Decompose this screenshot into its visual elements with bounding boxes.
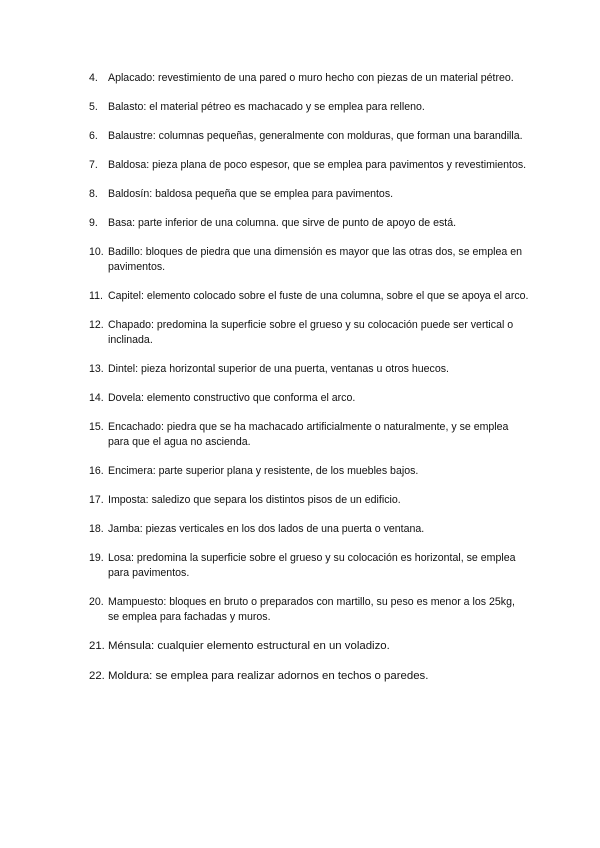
item-number: 6. <box>89 130 98 142</box>
item-text: Losa: predomina la superficie sobre el grueso y su colocación es horizontal, se emplea para pavimentos. <box>108 552 516 579</box>
item-number: 17. <box>89 494 104 506</box>
list-item <box>89 129 529 144</box>
list-item <box>89 464 529 479</box>
item-text: Imposta: saledizo que separa los distintos pisos de un edificio. <box>108 494 401 506</box>
list-item <box>89 187 529 202</box>
item-number: 21. <box>89 640 105 652</box>
item-number: 14. <box>89 392 104 404</box>
item-text: Basa: parte inferior de una columna. que sirve de punto de apoyo de está. <box>108 217 457 229</box>
list-item <box>89 420 529 450</box>
list-item <box>89 551 529 581</box>
item-text: Dovela: elemento constructivo que conforma el arco. <box>108 392 356 404</box>
item-text: Capitel: elemento colocado sobre el fuste de una columna, sobre el que se apoya el arco. <box>108 290 529 302</box>
item-number: 15. <box>89 421 104 433</box>
item-text: Baldosín: baldosa pequeña que se emplea para pavimentos. <box>108 188 394 200</box>
item-text: Chapado: predomina la superficie sobre el grueso y su colocación puede ser vertical o inclinada. <box>108 319 514 346</box>
list-item <box>89 522 529 537</box>
item-text: Encachado: piedra que se ha machacado artificialmente o naturalmente, y se emplea para que el agua no ascienda. <box>108 421 509 448</box>
list-item <box>89 391 529 406</box>
item-text: Aplacado: revestimiento de una pared o muro hecho con piezas de un material pétreo. <box>108 72 514 84</box>
item-number: 19. <box>89 552 104 564</box>
item-text: Mampuesto: bloques en bruto o preparados con martillo, su peso es menor a los 25kg, se emplea para fachadas y muros. <box>108 596 515 623</box>
item-text: Moldura: se emplea para realizar adornos en techos o paredes. <box>108 670 429 682</box>
item-number: 11. <box>89 290 103 302</box>
list-item <box>89 362 529 377</box>
list-item <box>89 216 529 231</box>
item-number: 10. <box>89 246 104 258</box>
item-number: 4. <box>89 72 98 84</box>
list-item <box>89 100 529 115</box>
item-text: Encimera: parte superior plana y resistente, de los muebles bajos. <box>108 465 419 477</box>
item-number: 16. <box>89 465 104 477</box>
list-item <box>89 245 529 275</box>
item-text: Badillo: bloques de piedra que una dimensión es mayor que las otras dos, se emplea en pavimentos. <box>108 246 523 273</box>
list-item <box>89 71 529 86</box>
item-number: 7. <box>89 159 98 171</box>
item-number: 20. <box>89 596 104 608</box>
list-item <box>89 668 529 684</box>
definition-list <box>89 71 529 684</box>
item-text: Balaustre: columnas pequeñas, generalmente con molduras, que forman una barandilla. <box>108 130 523 142</box>
item-number: 22. <box>89 670 105 682</box>
item-number: 9. <box>89 217 98 229</box>
item-text: Ménsula: cualquier elemento estructural en un voladizo. <box>108 640 390 652</box>
item-number: 12. <box>89 319 104 331</box>
item-text: Baldosa: pieza plana de poco espesor, que se emplea para pavimentos y revestimientos. <box>108 159 527 171</box>
item-text: Dintel: pieza horizontal superior de una puerta, ventanas u otros huecos. <box>108 363 449 375</box>
list-item <box>89 158 529 173</box>
item-number: 5. <box>89 101 98 113</box>
list-item <box>89 493 529 508</box>
list-item <box>89 595 529 625</box>
item-text: Jamba: piezas verticales en los dos lados de una puerta o ventana. <box>108 523 425 535</box>
item-number: 18. <box>89 523 104 535</box>
list-item <box>89 289 529 304</box>
list-item <box>89 318 529 348</box>
item-number: 8. <box>89 188 98 200</box>
item-text: Balasto: el material pétreo es machacado y se emplea para relleno. <box>108 101 425 113</box>
item-number: 13. <box>89 363 104 375</box>
list-item <box>89 638 529 654</box>
